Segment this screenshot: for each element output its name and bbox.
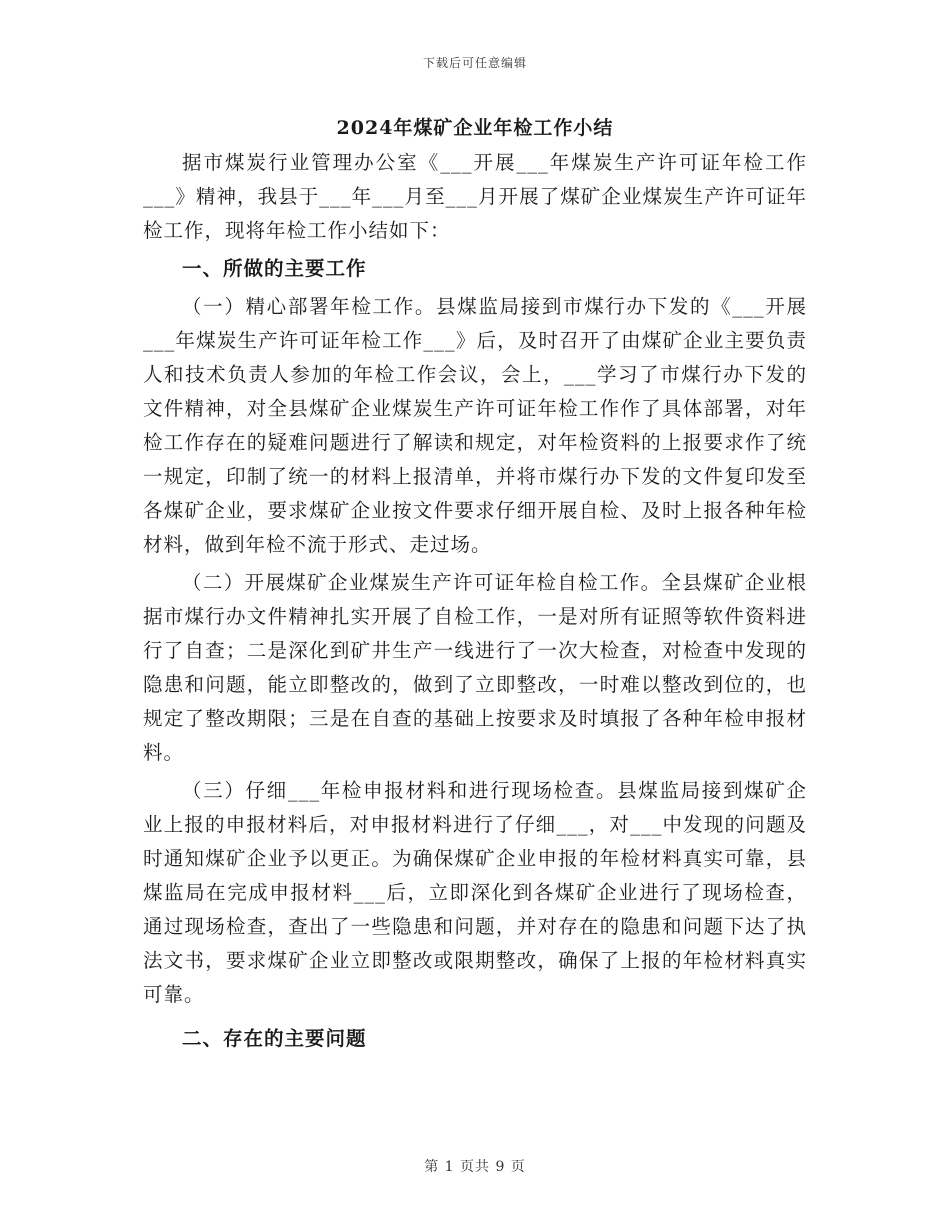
intro-paragraph: 据市煤炭行业管理办公室《___开展___年煤炭生产许可证年检工作___》精神，我县于___年___月至___月开展了煤矿企业煤炭生产许可证年检工作，现将年检工作小结如下： — [143, 151, 807, 242]
paragraph-1: （一）精心部署年检工作。县煤监局接到市煤行办下发的《___开展___年煤炭生产许可证年检工作___》后，及时召开了由煤矿企业主要负责人和技术负责人参加的年检工作会议，会上，___学习了市煤行办下发的文件精神，对全县煤矿企业煤炭生产许可证年检工作作了具体部署，对年检工作存在的疑难问题进行了解读和规定，对年检资料的上报要求作了统一规定，印制了统一的材料上报清单，并将市煤行办下发的文件复印发至各煤矿企业，要求煤矿企业按文件要求仔细开展自检、及时上报各种年检材料，做到年检不流于形式、走过场。 — [143, 295, 807, 556]
page-footer: 第 1 页共 9 页 — [424, 1159, 526, 1175]
paragraph-2: （二）开展煤矿企业煤炭生产许可证年检自检工作。全县煤矿企业根据市煤行办文件精神扎实开展了自检工作，一是对所有证照等软件资料进行了自查；二是深化到矿井生产一线进行了一次大检查，对检查中发现的隐患和问题，能立即整改的，做到了立即整改，一时难以整改到位的，也规定了整改期限；三是在自查的基础上按要求及时填报了各种年检申报材料。 — [143, 571, 807, 764]
document-title: 2024年煤矿企业年检工作小结 — [336, 117, 614, 139]
header-note: 下载后可任意编辑 — [422, 56, 527, 70]
section-heading-2: 二、存在的主要问题 — [182, 1027, 367, 1050]
document-body — [143, 114, 807, 1056]
section-heading-1: 一、所做的主要工作 — [182, 257, 367, 280]
paragraph-3: （三）仔细___年检申报材料和进行现场检查。县煤监局接到煤矿企业上报的申报材料后，对申报材料进行了仔细___，对___中发现的问题及时通知煤矿企业予以更正。为确保煤矿企业申报的年检材料真实可靠，县煤监局在完成申报材料___后，立即深化到各煤矿企业进行了现场检查，通过现场检查，查出了一些隐患和问题，并对存在的隐患和问题下达了执法文书，要求煤矿企业立即整改或限期整改，确保了上报的年检材料真实可靠。 — [143, 779, 807, 1006]
